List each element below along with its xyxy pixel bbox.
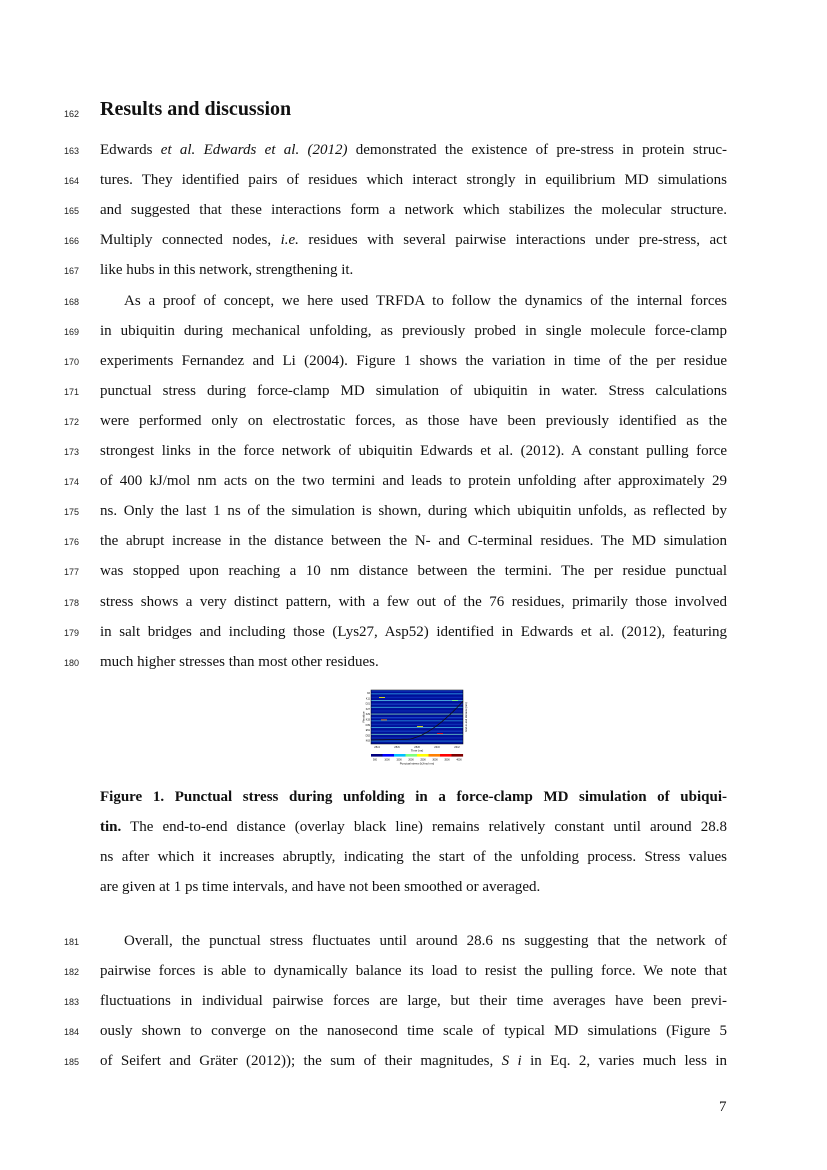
italic-text: et al. Edwards et al. (2012) xyxy=(160,142,348,158)
text-run: residues with several pairwise interactions under pre-stress, act xyxy=(298,232,727,249)
line-number: 183 xyxy=(64,997,80,1007)
italic-text: S xyxy=(501,1053,510,1069)
text-run: was stopped upon reaching a 10 nm distance between the termini. The per residue punctual xyxy=(100,563,727,580)
text-run: Edwards xyxy=(100,142,161,158)
heatmap-row xyxy=(371,700,463,701)
line-number: 175 xyxy=(64,507,80,518)
colorbar-tick-label: 3000 xyxy=(432,758,438,762)
caption-text: ns after which it increases abruptly, indicating the start of the unfolding process. Stress values xyxy=(100,849,727,865)
colorbar-segment xyxy=(371,754,383,757)
y-tick-label: K29 xyxy=(365,713,370,717)
heatmap-hotspot xyxy=(379,697,385,698)
colorbar-segment xyxy=(383,754,395,757)
x-tick-label: 29.2 xyxy=(454,745,460,749)
heatmap-row xyxy=(371,714,463,715)
text-run: Multiply connected nodes, xyxy=(100,232,281,249)
text-run: were performed only on electrostatic forces, as those have been previously identified as the xyxy=(100,412,727,429)
text-run: much higher stresses than most other residues. xyxy=(100,653,379,670)
heatmap-hotspot xyxy=(452,700,458,701)
caption-line xyxy=(100,878,727,896)
caption-bold-text: Figure 1. Punctual stress during unfolding in a force-clamp MD simulation of ubiqui- xyxy=(100,789,727,805)
line-number: 177 xyxy=(64,567,80,578)
line-number: 171 xyxy=(64,386,80,397)
right-axis-label: End-to-end distance (nm) xyxy=(465,702,468,732)
text-line xyxy=(100,992,727,1010)
colorbar-label: Punctual stress (kJ/mol nm) xyxy=(399,761,435,766)
text-run: the abrupt increase in the distance between the N- and C-terminal residues. The MD simulation xyxy=(100,533,727,550)
text-run: Overall, the punctual stress fluctuates until around 28.6 ns suggesting that the network of xyxy=(124,933,727,949)
section-heading: Results and discussion xyxy=(100,98,292,120)
text-line xyxy=(100,352,727,370)
text-run: fluctuations in individual pairwise forces are large, but their time averages have been previ- xyxy=(100,993,727,1009)
x-tick-label: 28.6 xyxy=(394,745,400,749)
heatmap-row xyxy=(371,710,463,711)
heatmap-row xyxy=(371,741,463,742)
italic-text: i.e. xyxy=(280,232,299,249)
text-line xyxy=(100,1052,727,1070)
text-run: tures. They identified pairs of residues which interact strongly in equilibrium MD simulations xyxy=(100,172,727,189)
line-number: 182 xyxy=(64,967,80,977)
text-run: experiments Fernandez and Li (2004). Figure 1 shows the variation in time of the per residue xyxy=(100,352,727,369)
text-line xyxy=(100,472,727,490)
heatmap-row xyxy=(371,720,463,721)
text-run: in Eq. 2, varies much less in xyxy=(521,1053,728,1069)
colorbar-segment xyxy=(452,754,464,757)
heatmap-hotspot xyxy=(381,720,387,721)
line-number: 181 xyxy=(64,937,80,947)
x-tick-label: 29.0 xyxy=(434,745,440,749)
heatmap-row xyxy=(371,693,463,694)
colorbar-segment xyxy=(440,754,452,757)
y-tick-label: K63 xyxy=(365,739,370,743)
line-number: 163 xyxy=(64,146,80,156)
colorbar-tick-label: 3500 xyxy=(444,758,450,762)
caption-line xyxy=(100,848,727,866)
x-tick-label: 28.4 xyxy=(374,745,380,749)
y-tick-label: K33 xyxy=(365,718,370,722)
text-line xyxy=(100,502,727,520)
line-number: 179 xyxy=(64,627,80,638)
heatmap-row xyxy=(371,724,463,725)
line-number: 180 xyxy=(64,657,80,668)
text-run: pairwise forces is able to dynamically balance its load to resist the pulling force. We note that xyxy=(100,963,727,979)
text-line xyxy=(100,201,727,219)
colorbar-segment xyxy=(417,754,429,757)
colorbar-tick-label: 1000 xyxy=(384,758,390,762)
text-line xyxy=(100,231,727,249)
y-axis-label: Residue xyxy=(361,711,366,723)
colorbar-segment xyxy=(429,754,441,757)
text-run: ns. Only the last 1 ns of the simulation is shown, during which ubiquitin unfolds, as reflected by xyxy=(100,503,727,520)
text-line xyxy=(100,322,727,340)
line-number: 173 xyxy=(64,447,80,457)
text-line xyxy=(100,593,727,611)
line-number: 165 xyxy=(64,206,80,217)
x-tick-label: 28.8 xyxy=(414,745,420,749)
caption-text: are given at 1 ps time intervals, and have not been smoothed or averaged. xyxy=(100,879,541,895)
text-run xyxy=(509,1053,517,1069)
figure-1-heatmap xyxy=(357,688,469,766)
italic-text: i xyxy=(517,1053,522,1069)
caption-line xyxy=(100,818,727,836)
caption-bold-text: tin. xyxy=(100,819,122,835)
text-line xyxy=(100,962,727,980)
text-run: As a proof of concept, we here used TRFDA to follow the dynamics of the internal forces xyxy=(124,292,727,309)
line-number: 172 xyxy=(64,416,80,427)
y-tick-label: E51 xyxy=(365,729,370,733)
text-line xyxy=(100,382,727,400)
y-tick-label: K6 xyxy=(367,692,370,695)
caption-line xyxy=(100,788,727,806)
x-axis-label: Time (ns) xyxy=(410,748,424,753)
line-number: 162 xyxy=(64,109,80,119)
text-line xyxy=(100,171,727,189)
text-run: like hubs in this network, strengthening it. xyxy=(100,262,354,279)
text-run: strongest links in the force network of ubiquitin Edwards et al. (2012). A constant pulling force xyxy=(100,443,727,459)
y-tick-labels xyxy=(366,692,371,743)
line-number: 167 xyxy=(64,266,80,277)
text-line xyxy=(100,932,727,950)
caption-text: The end-to-end distance (overlay black line) remains relatively constant until around 28.8 xyxy=(121,819,727,835)
text-run: stress shows a very distinct pattern, with a few out of the 76 residues, primarily those involved xyxy=(100,593,727,610)
line-number: 170 xyxy=(64,356,80,367)
text-line xyxy=(100,532,727,550)
line-number: 164 xyxy=(64,176,80,187)
y-tick-label: D52 xyxy=(365,734,370,738)
heatmap-row xyxy=(371,727,463,728)
text-line xyxy=(100,562,727,580)
colorbar xyxy=(371,754,463,757)
page-number: 7 xyxy=(719,1099,727,1115)
text-line xyxy=(100,653,727,671)
text-run: ously shown to converge on the nanosecond time scale of typical MD simulations (Figure 5 xyxy=(100,1023,727,1039)
heatmap-row xyxy=(371,734,463,735)
text-run: in salt bridges and including those (Lys27, Asp52) identified in Edwards et al. (2012), featuring xyxy=(100,623,727,640)
heatmap-row xyxy=(371,707,463,708)
text-line xyxy=(100,292,727,310)
text-run: of 400 kJ/mol nm acts on the two termini and leads to protein unfolding after approximately 29 xyxy=(100,473,727,490)
heatmap-row xyxy=(371,717,463,718)
colorbar-tick-label: 1500 xyxy=(396,758,402,762)
text-run: in ubiquitin during mechanical unfolding, as previously probed in single molecule force-clamp xyxy=(100,322,727,339)
line-number: 176 xyxy=(64,537,80,548)
heatmap-row xyxy=(371,731,463,732)
heatmap-hotspot xyxy=(417,726,423,727)
y-tick-label: D39 xyxy=(365,723,370,727)
colorbar-tick-label: 2000 xyxy=(408,758,414,762)
text-line xyxy=(100,412,727,430)
text-run: and suggested that these interactions form a network which stabilizes the molecular structure. xyxy=(100,202,727,219)
colorbar-segment xyxy=(394,754,406,757)
text-run: of Seifert and Gräter (2012)); the sum of their magnitudes, xyxy=(100,1053,502,1069)
text-line xyxy=(100,261,727,279)
heatmap-hotspot xyxy=(437,733,443,734)
text-run: demonstrated the existence of pre-stress in protein struc- xyxy=(347,142,727,158)
colorbar-tick-label: 500 xyxy=(373,758,377,762)
text-line xyxy=(100,623,727,641)
line-number: 169 xyxy=(64,326,80,337)
y-tick-label: D21 xyxy=(365,702,370,706)
text-line xyxy=(100,1022,727,1040)
line-number: 166 xyxy=(64,236,80,247)
heatmap-row xyxy=(371,704,463,705)
heatmap-row xyxy=(371,737,463,738)
y-tick-label: K27 xyxy=(365,707,370,711)
line-number: 178 xyxy=(64,597,80,608)
colorbar-tick-label: 2500 xyxy=(420,758,426,762)
text-line xyxy=(100,442,727,460)
line-number: 174 xyxy=(64,477,80,488)
line-number: 184 xyxy=(64,1027,80,1037)
text-line xyxy=(100,141,727,159)
y-tick-label: K11 xyxy=(365,697,370,701)
colorbar-tick-label: 4000 xyxy=(456,758,462,762)
line-number: 185 xyxy=(64,1057,80,1067)
line-number: 168 xyxy=(64,296,80,307)
text-run: punctual stress during force-clamp MD simulation of ubiquitin in water. Stress calculations xyxy=(100,382,727,399)
colorbar-segment xyxy=(406,754,418,757)
